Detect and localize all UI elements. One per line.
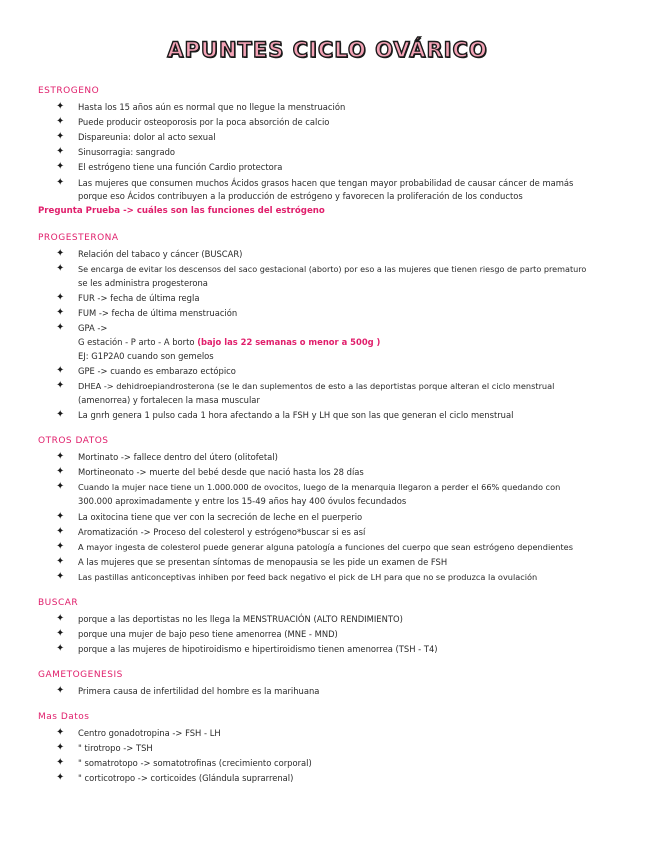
list-item: ✦ Relación del tabaco y cáncer (BUSCAR) xyxy=(56,248,243,259)
list-item-continuation: se les administra progesterona xyxy=(78,278,208,288)
bullet-icon: ✦ xyxy=(56,365,65,376)
bullet-icon: ✦ xyxy=(56,116,65,127)
list-item: ✦ Cuando la mujer nace tiene un 1.000.000 de ovocitos, luego de la menarquia llegaron a perder el 66% quedando con xyxy=(56,481,561,492)
list-item: ✦ La gnrh genera 1 pulso cada 1 hora afectando a la FSH y LH que son las que generan el ciclo menstrual xyxy=(56,409,514,420)
list-item: ✦ La oxitocina tiene que ver con la secreción de leche en el puerperio xyxy=(56,511,363,522)
list-item: ✦ " somatrotopo -> somatotrofinas (crecimiento corporal) xyxy=(56,757,312,768)
list-item: ✦ " tirotropo -> TSH xyxy=(56,742,153,753)
list-item: ✦ " corticotropo -> corticoides (Glándula suprarrenal) xyxy=(56,772,294,783)
gpa-example: EJ: G1P2A0 cuando son gemelos xyxy=(78,351,214,361)
bullet-icon: ✦ xyxy=(56,757,65,768)
bullet-icon: ✦ xyxy=(56,451,65,462)
list-item: ✦ porque a las mujeres de hipotiroidismo e hipertiroidismo tienen amenorrea (TSH - T4) xyxy=(56,643,438,654)
list-item: ✦ GPA -> xyxy=(56,322,108,333)
bullet-icon: ✦ xyxy=(56,511,65,522)
bullet-icon: ✦ xyxy=(56,613,65,624)
list-item: ✦ Aromatización -> Proceso del colesterol y estrógeno*buscar si es así xyxy=(56,526,366,537)
list-item-continuation: 300.000 aproximadamente y entre los 15-49 años hay 400 óvulos fecundados xyxy=(78,496,407,506)
list-item: ✦ porque a las deportistas no les llega la MENSTRUACIÓN (ALTO RENDIMIENTO) xyxy=(56,613,403,624)
list-item: ✦ Hasta los 15 años aún es normal que no llegue la menstruación xyxy=(56,101,346,112)
list-item: ✦ DHEA -> dehidroepiandrosterona (se le dan suplementos de esto a las deportistas porque alteran el ciclo menstrual xyxy=(56,380,555,391)
list-item: ✦ Mortinato -> fallece dentro del útero (olitofetal) xyxy=(56,451,278,462)
list-item-continuation: (amenorrea) y fortalecen la masa muscular xyxy=(78,395,260,405)
bullet-icon: ✦ xyxy=(56,380,65,391)
section-heading-progesterona: PROGESTERONA xyxy=(38,233,119,243)
list-item-continuation: porque eso Ácidos contribuyen a la producción de estrógeno y favorecen la proliferación de los conductos xyxy=(78,191,523,201)
bullet-icon: ✦ xyxy=(56,101,65,112)
bullet-icon: ✦ xyxy=(56,466,65,477)
exam-question: Pregunta Prueba -> cuáles son las funciones del estrógeno xyxy=(38,206,325,216)
bullet-icon: ✦ xyxy=(56,556,65,567)
list-item: ✦ El estrógeno tiene una función Cardio protectora xyxy=(56,161,283,172)
list-item: ✦ porque una mujer de bajo peso tiene amenorrea (MNE - MND) xyxy=(56,628,338,639)
list-item: ✦ Puede producir osteoporosis por la poca absorción de calcio xyxy=(56,116,330,127)
bullet-icon: ✦ xyxy=(56,409,65,420)
bullet-icon: ✦ xyxy=(56,322,65,333)
gpa-definition: G estación - P arto - A borto (bajo las 22 semanas o menor a 500g ) xyxy=(78,337,381,347)
bullet-icon: ✦ xyxy=(56,643,65,654)
bullet-icon: ✦ xyxy=(56,146,65,157)
section-heading-mas-datos: Mas Datos xyxy=(38,712,90,722)
section-heading-buscar: BUSCAR xyxy=(38,598,79,608)
bullet-icon: ✦ xyxy=(56,526,65,537)
bullet-icon: ✦ xyxy=(56,307,65,318)
list-item: ✦ Dispareunia: dolor al acto sexual xyxy=(56,131,216,142)
list-item: ✦ A las mujeres que se presentan síntomas de menopausia se les pide un examen de FSH xyxy=(56,556,448,567)
bullet-icon: ✦ xyxy=(56,263,65,274)
bullet-icon: ✦ xyxy=(56,727,65,738)
bullet-icon: ✦ xyxy=(56,177,65,188)
bullet-icon: ✦ xyxy=(56,628,65,639)
list-item: ✦ Primera causa de infertilidad del hombre es la marihuana xyxy=(56,685,320,696)
bullet-icon: ✦ xyxy=(56,571,65,582)
bullet-icon: ✦ xyxy=(56,685,65,696)
list-item: ✦ Las pastillas anticonceptivas inhiben por feed back negativo el pick de LH para que no se produzca la ovulación xyxy=(56,571,538,582)
list-item: ✦ GPE -> cuando es embarazo ectópico xyxy=(56,365,236,376)
list-item: ✦ FUR -> fecha de última regla xyxy=(56,292,200,303)
bullet-icon: ✦ xyxy=(56,772,65,783)
list-item: ✦ Centro gonadotropina -> FSH - LH xyxy=(56,727,221,738)
bullet-icon: ✦ xyxy=(56,161,65,172)
section-heading-gametogenesis: GAMETOGENESIS xyxy=(38,670,123,680)
bullet-icon: ✦ xyxy=(56,292,65,303)
bullet-icon: ✦ xyxy=(56,481,65,492)
bullet-icon: ✦ xyxy=(56,131,65,142)
section-heading-estrogeno: ESTROGENO xyxy=(38,86,100,96)
list-item: ✦ Se encarga de evitar los descensos del saco gestacional (aborto) por eso a las mujeres que tienen riesgo de parto prematuro xyxy=(56,263,587,274)
list-item: ✦ Mortineonato -> muerte del bebé desde que nació hasta los 28 días xyxy=(56,466,364,477)
section-heading-otros-datos: OTROS DATOS xyxy=(38,436,109,446)
bullet-icon: ✦ xyxy=(56,248,65,259)
bullet-icon: ✦ xyxy=(56,742,65,753)
page-title: APUNTES CICLO OVÁRICO xyxy=(167,38,488,62)
list-item: ✦ Las mujeres que consumen muchos Ácidos grasos hacen que tengan mayor probabilidad de causar cáncer de mamás xyxy=(56,177,574,188)
list-item: ✦ Sinusorragia: sangrado xyxy=(56,146,176,157)
list-item: ✦ A mayor ingesta de colesterol puede generar alguna patología a funciones del cuerpo que sean estrógeno dependientes xyxy=(56,541,573,552)
bullet-icon: ✦ xyxy=(56,541,65,552)
list-item: ✦ FUM -> fecha de última menstruación xyxy=(56,307,238,318)
